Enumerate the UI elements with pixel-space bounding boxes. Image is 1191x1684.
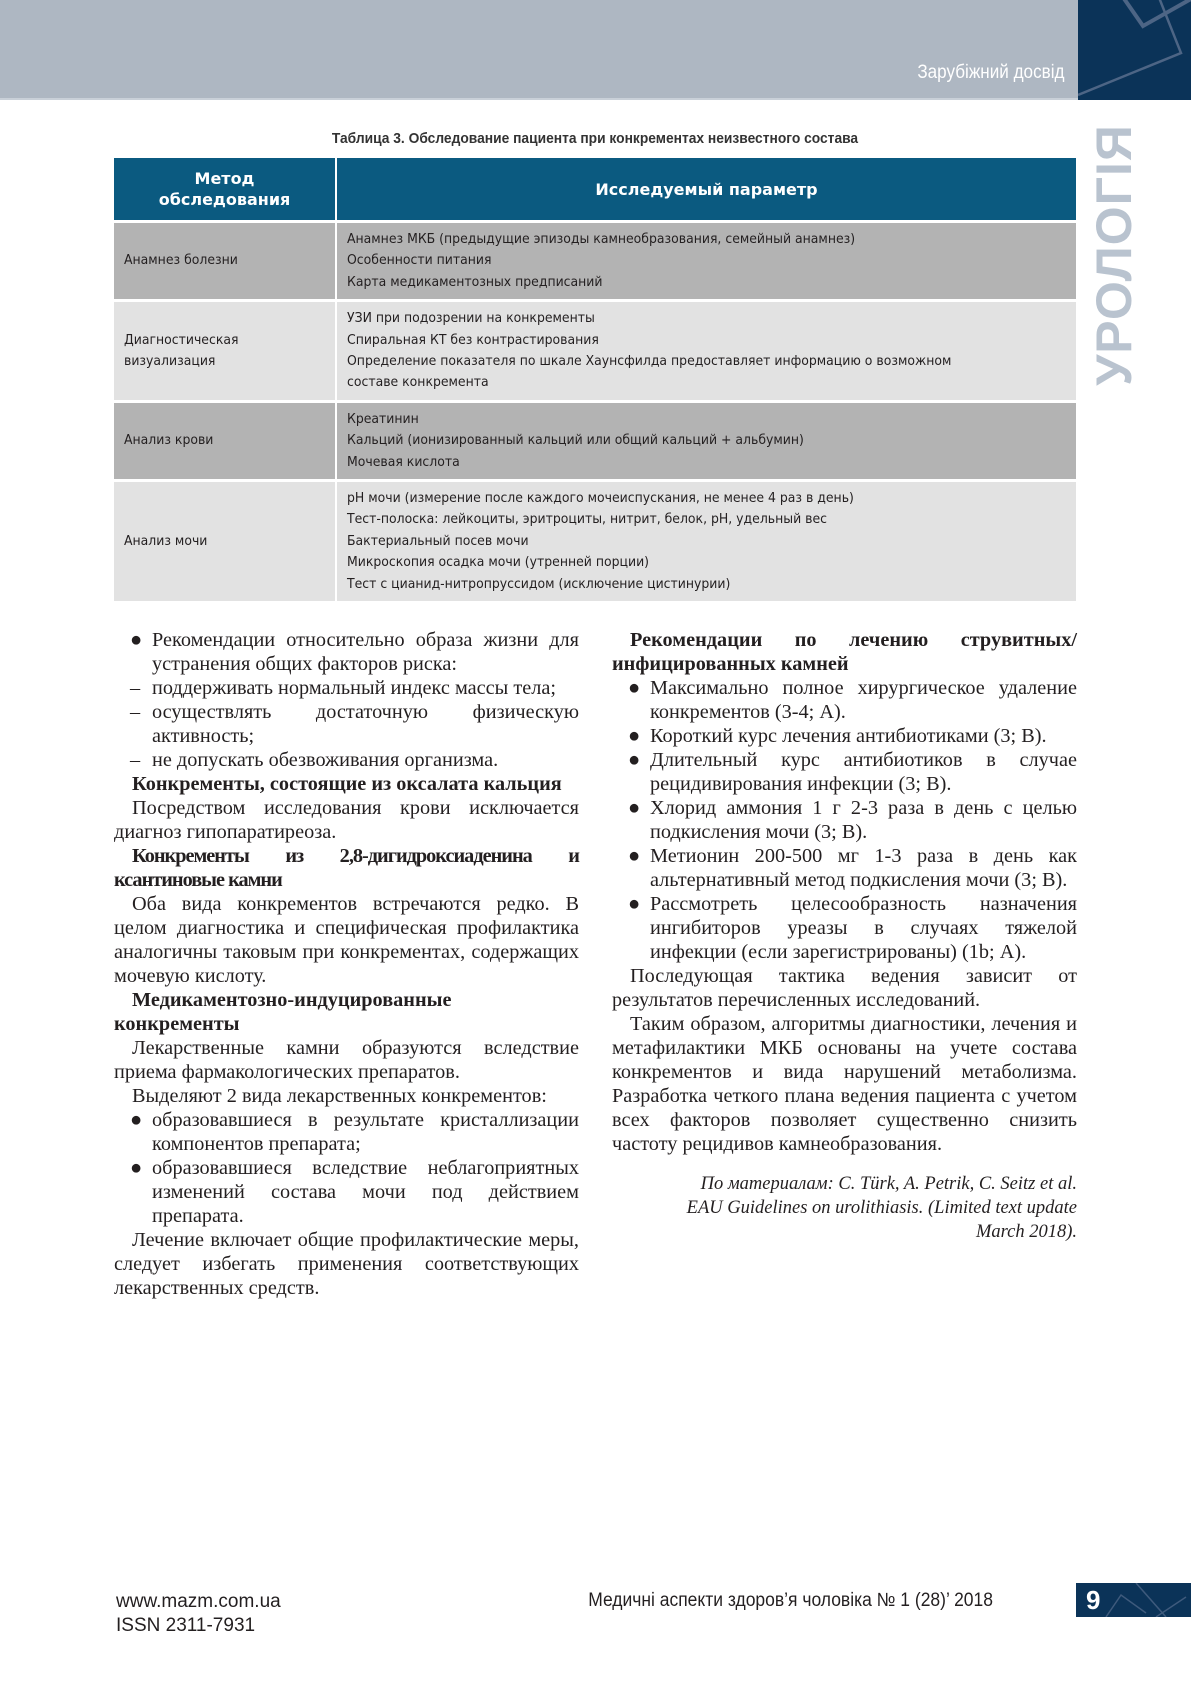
bullet-icon: ● — [628, 725, 641, 747]
header-border — [0, 98, 1078, 100]
journal-title: Медичні аспекти здоров’я чоловіка № 1 (28)’ 2018 — [588, 1590, 993, 1611]
dash-icon: – — [130, 701, 141, 723]
params-cell — [336, 401, 1076, 480]
bullet-icon: ● — [628, 749, 641, 771]
side-title — [1086, 120, 1142, 390]
params-cell — [336, 222, 1076, 301]
header-parameter: Исследуемый параметр — [336, 158, 1076, 222]
dash-item — [114, 700, 579, 748]
section-label: Зарубіжний досвід — [916, 62, 1064, 83]
left-column — [114, 628, 579, 1300]
param-item: Микроскопия осадка мочи (утренней порции) — [347, 555, 650, 571]
citation-line: По материалам: C. Türk, A. Petrik, C. Seitz et al. — [700, 1174, 1077, 1194]
bullet-text: Максимально полное хирургическое удаление конкрементов (3-4; А). — [650, 677, 1077, 723]
bullet-item — [612, 844, 1077, 892]
page-number-box — [1076, 1583, 1191, 1617]
header-method-line: обследования — [158, 190, 291, 209]
bullet-text: Рассмотреть целесообразность назначения ингибиторов уреазы в случаях тяжелой инфекции (если зарегистрированы) (1b; А). — [650, 893, 1077, 963]
table-row — [114, 401, 1076, 480]
bullet-item — [114, 1108, 579, 1156]
bullet-text: Метионин 200-500 мг 1-3 раза в день как альтернативный метод подкисления мочи (3; В). — [650, 845, 1077, 891]
param-item: Определение показателя по шкале Хаунсфилда предоставляет информацию о возможном — [347, 354, 952, 370]
bullet-icon: ● — [628, 845, 641, 867]
param-item: Тест с цианид-нитропруссидом (исключение цистинурии) — [347, 576, 731, 592]
side-title-text: УРОЛОГІЯ — [1086, 124, 1142, 386]
param-item: рН мочи (измерение после каждого мочеиспускания, не менее 4 раз в день) — [347, 491, 854, 507]
bullet-item — [612, 796, 1077, 844]
dash-item — [114, 676, 579, 700]
table-row — [114, 222, 1076, 301]
method-text: Диагностическая — [124, 332, 239, 348]
header-method-line: Метод — [194, 169, 255, 188]
bullet-item — [612, 724, 1077, 748]
conclusion-paragraph: Таким образом, алгоритмы диагностики, лечения и метафилактики МКБ основаны на учете состава конкрементов и вида нарушений метаболизма. Разработка четкого плана ведения пациента с учетом всех факторов позволяет существенно снизить частоту рецидивов камнеобразования. — [612, 1013, 1077, 1155]
corner-decoration — [1078, 0, 1191, 100]
bullet-item — [612, 748, 1077, 796]
issn: ISSN 2311-7931 — [116, 1615, 256, 1636]
dash-text: осуществлять достаточную физическую активность; — [152, 701, 579, 747]
method-text: Анализ мочи — [124, 533, 208, 549]
dash-text: не допускать обезвоживания организма. — [152, 749, 499, 771]
bullet-icon: ● — [628, 797, 641, 819]
dha-paragraph: Оба вида конкрементов встречаются редко. В целом диагностика и специфическая профилактика аналогичны таковым при конкрементах, содержащих мочевую кислоту. — [114, 893, 579, 987]
bullet-text: Длительный курс антибиотиков в случае рецидивирования инфекции (3; В). — [650, 749, 1077, 795]
param-item: Тест-полоска: лейкоциты, эритроциты, нитрит, белок, рН, удельный вес — [347, 512, 827, 528]
param-item: Креатинин — [347, 411, 419, 427]
param-item: Мочевая кислота — [347, 454, 460, 470]
table-row — [114, 301, 1076, 402]
method-cell — [114, 481, 336, 602]
citation-line: EAU Guidelines on urolithiasis. (Limited text update — [686, 1198, 1077, 1218]
oxalate-heading: Конкременты, состоящие из оксалата кальция — [132, 773, 562, 795]
bullet-icon: ● — [130, 629, 143, 651]
param-item: Спиральная КТ без контрастирования — [347, 332, 599, 348]
header-method — [114, 158, 336, 222]
examination-table — [114, 158, 1076, 601]
right-column — [612, 628, 1077, 1244]
bullet-item — [114, 628, 579, 676]
bullet-icon: ● — [628, 677, 641, 699]
bullet-item — [114, 1156, 579, 1228]
bullet-icon: ● — [130, 1157, 143, 1179]
bullet-text: Рекомендации относительно образа жизни для устранения общих факторов риска: — [152, 629, 579, 675]
bullet-text: Хлорид аммония 1 г 2-3 раза в день с целью подкисления мочи (3; В). — [650, 797, 1077, 843]
dash-icon: – — [130, 677, 141, 699]
bullet-text: образовавшиеся в результате кристаллизации компонентов препарата; — [152, 1109, 579, 1155]
website-link[interactable]: www.mazm.com.ua — [116, 1591, 281, 1612]
drug-heading: Медикаментозно-индуцированные конкременты — [114, 989, 452, 1035]
table-caption: Таблица 3. Обследование пациента при конкрементах неизвестного состава — [331, 130, 859, 147]
drug-paragraph: Лекарственные камни образуются вследствие приема фармакологических препаратов. — [114, 1037, 579, 1083]
param-item: Бактериальный посев мочи — [347, 533, 529, 549]
header-band — [0, 0, 1078, 100]
oxalate-paragraph: Посредством исследования крови исключается диагноз гипопаратиреоза. — [114, 797, 579, 843]
method-text: визуализация — [124, 354, 216, 370]
bullet-item — [612, 892, 1077, 964]
footer-left — [116, 1590, 281, 1638]
bullet-item — [612, 676, 1077, 724]
params-cell — [336, 481, 1076, 602]
bullet-icon: ● — [130, 1109, 143, 1131]
dha-heading: Конкременты из 2,8-дигидроксиаденина и ксантиновые камни — [114, 845, 579, 891]
table-row — [114, 481, 1076, 602]
param-item: Анамнез МКБ (предыдущие эпизоды камнеобразования, семейный анамнез) — [347, 232, 856, 247]
bullet-icon: ● — [628, 893, 641, 915]
bullet-text: Короткий курс лечения антибиотиками (3; В). — [650, 725, 1047, 747]
param-item: УЗИ при подозрении на конкременты — [347, 311, 595, 327]
method-cell — [114, 222, 336, 301]
dash-item — [114, 748, 579, 772]
param-item: Особенности питания — [347, 253, 492, 269]
treatment-paragraph: Лечение включает общие профилактические меры, следует избегать применения соответствующих лекарственных средств. — [114, 1229, 579, 1299]
drug-types-intro: Выделяют 2 вида лекарственных конкрементов: — [132, 1085, 547, 1107]
citation-line: March 2018). — [975, 1222, 1077, 1242]
method-cell — [114, 401, 336, 480]
page-number: 9 — [1086, 1585, 1101, 1615]
dash-icon: – — [130, 749, 141, 771]
bullet-text: образовавшиеся вследствие неблагоприятных изменений состава мочи под действием препарата. — [152, 1157, 579, 1227]
param-item: Кальций (ионизированный кальций или общий кальций + альбумин) — [347, 433, 804, 449]
params-cell — [336, 301, 1076, 402]
param-item: Карта медикаментозных предписаний — [347, 274, 603, 290]
param-item: составе конкремента — [347, 375, 489, 391]
method-cell — [114, 301, 336, 402]
citation — [612, 1172, 1077, 1244]
geometric-lines-icon — [1078, 0, 1191, 100]
method-text: Анамнез болезни — [124, 253, 238, 269]
dash-text: поддерживать нормальный индекс массы тела; — [152, 677, 556, 699]
table-header-row — [114, 158, 1076, 222]
method-text: Анализ крови — [124, 433, 214, 449]
struvite-heading: Рекомендации по лечению струвитных/инфицированных камней — [612, 629, 1077, 675]
followup-paragraph: Последующая тактика ведения зависит от результатов перечисленных исследований. — [612, 965, 1077, 1011]
